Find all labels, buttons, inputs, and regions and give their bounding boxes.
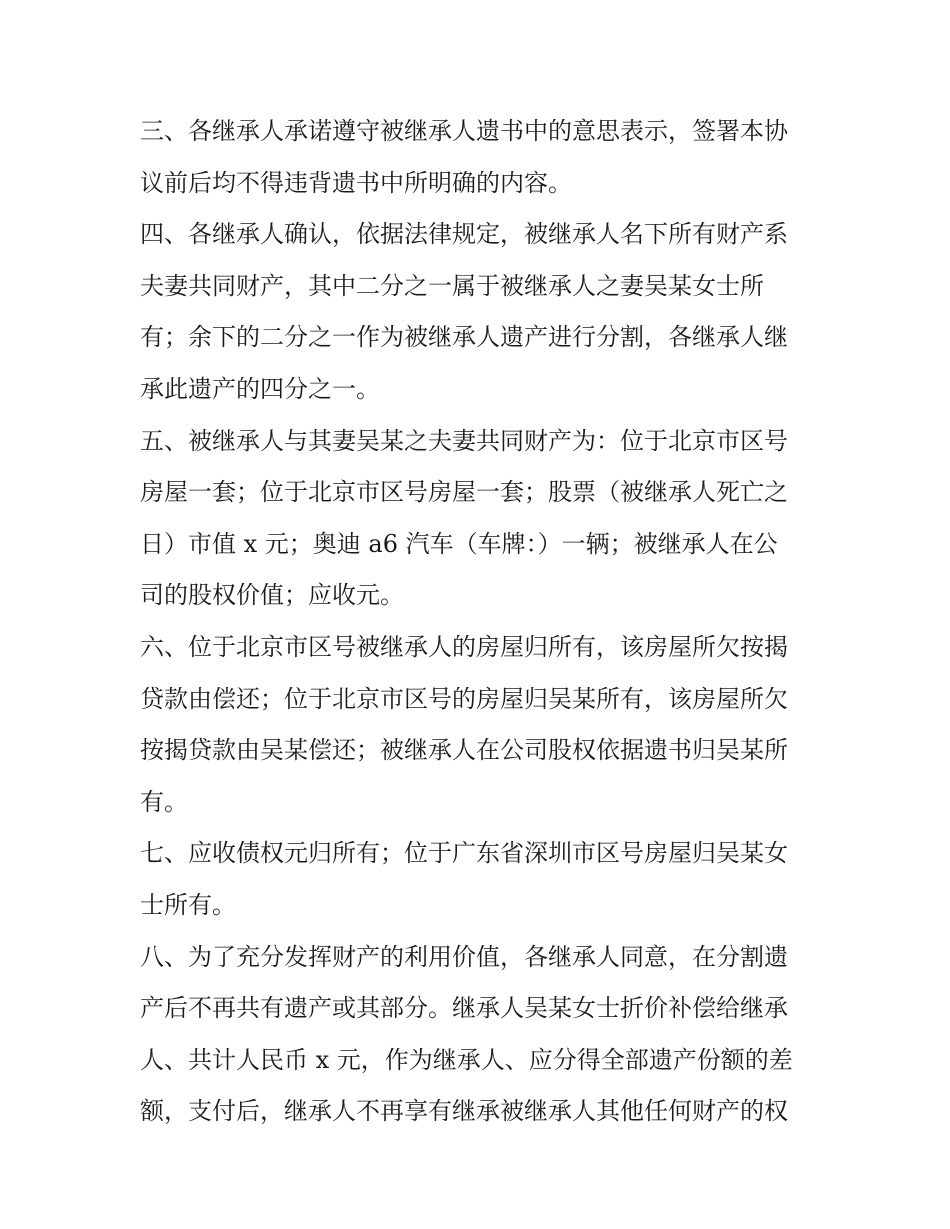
clause-6-line-1: 六、位于北京市区号被继承人的房屋归所有，该房屋所欠按揭 (140, 632, 788, 661)
clause-4-line-2: 夫妻共同财产，其中二分之一属于被继承人之妻吴某女士所 (140, 271, 764, 300)
clause-6-line-3: 按揭贷款由吴某偿还；被继承人在公司股权依据遗书归吴某所 (140, 736, 788, 765)
clause-5-line-4: 司的股权价值；应收元。 (140, 581, 404, 610)
clause-6-line-4: 有。 (140, 787, 188, 816)
document-body (140, 106, 820, 1138)
clause-4-line-4: 承此遗产的四分之一。 (140, 374, 380, 403)
clause-8-line-3: 人、共计人民币 x 元，作为继承人、应分得全部遗产份额的差 (140, 1045, 793, 1074)
clause-5-line-3: 日）市值 x 元；奥迪 a6 汽车（车牌：）一辆；被继承人在公 (140, 529, 778, 558)
clause-6-line-2: 贷款由偿还；位于北京市区号的房屋归吴某所有，该房屋所欠 (140, 684, 788, 713)
clause-5-line-1: 五、被继承人与其妻吴某之夫妻共同财产为：位于北京市区号 (140, 426, 788, 455)
clause-3-line-2: 议前后均不得违背遗书中所明确的内容。 (140, 168, 572, 197)
clause-7-line-1: 七、应收债权元归所有；位于广东省深圳市区号房屋归吴某女 (140, 839, 788, 868)
clause-7-line-2: 士所有。 (140, 890, 236, 919)
clause-8-line-4: 额，支付后，继承人不再享有继承被继承人其他任何财产的权 (140, 1097, 788, 1126)
clause-8-line-2: 产后不再共有遗产或其部分。继承人吴某女士折价补偿给继承 (140, 994, 788, 1023)
clause-8-line-1: 八、为了充分发挥财产的利用价值，各继承人同意，在分割遗 (140, 942, 788, 971)
clause-5-line-2: 房屋一套；位于北京市区号房屋一套；股票（被继承人死亡之 (140, 478, 788, 507)
clause-3-line-1: 三、各继承人承诺遵守被继承人遗书中的意思表示，签署本协 (140, 117, 788, 145)
clause-4-line-3: 有；余下的二分之一作为被继承人遗产进行分割，各继承人继 (140, 323, 788, 352)
clause-4-line-1: 四、各继承人确认，依据法律规定，被继承人名下所有财产系 (140, 220, 788, 249)
